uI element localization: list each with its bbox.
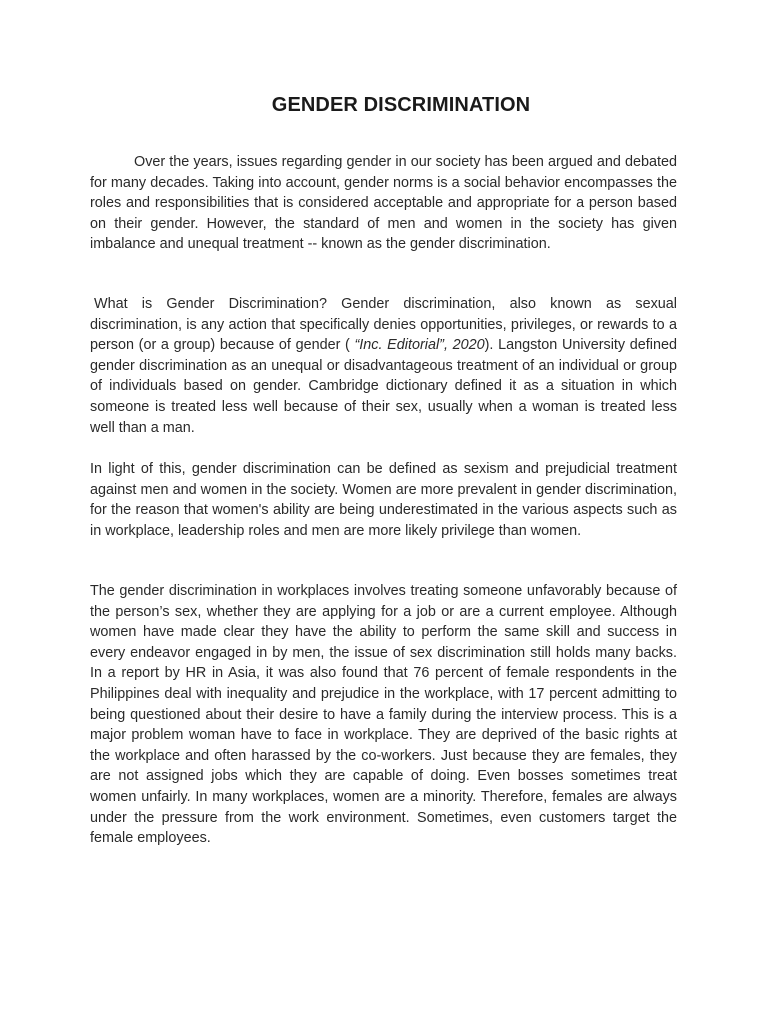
- document-title: GENDER DISCRIMINATION: [271, 94, 531, 116]
- paragraph-sexism: In light of this, gender discrimination can be defined as sexism and prejudicial treatment against men and women in the society. Women are more prevalent in gender discrimination, for the reason that women's ability are being underestimated in the various aspects such as in workplace, leadership roles and men are more likely privilege than women.: [90, 461, 677, 539]
- citation: “Inc. Editorial”, 2020: [354, 337, 485, 354]
- paragraph-definition-text-start: What is Gender Discrimination? Gender discrimination, also known as sexual discrimination, is any action that specifically denies opportunities, privileges, or rewards to a person (or a group) because of gender (: [90, 296, 677, 354]
- paragraph-definition: [90, 294, 677, 438]
- paragraph-workplace: The gender discrimination in workplaces involves treating someone unfavorably because of the person’s sex, whether they are applying for a job or are a current employee. Although women have made clear they have the ability to perform the same skill and success in every endeavor engaged in by men, the issue of sex discrimination still holds many backs. In a report by HR in Asia, it was also found that 76 percent of female respondents in the Philippines deal with inequality and prejudice in the workplace, with 17 percent admitting to being questioned about their desire to have a family during the interview process. This is a major problem woman have to face in workplace. They are deprived of the basic rights at the workplace and often harassed by the co-workers. Just because they are females, they are not assigned jobs which they are capable of doing. Even bosses sometimes treat women unfairly. In many workplaces, women are a minority. Therefore, females are always under the pressure from the work environment. Sometimes, even customers target the female employees.: [90, 583, 677, 847]
- paragraph-intro: Over the years, issues regarding gender in our society has been argued and debated for many decades. Taking into account, gender norms is a social behavior encompasses the roles and responsibilities that is considered acceptable and appropriate for a person based on their gender. However, the standard of men and women in the society has given imbalance and unequal treatment -- known as the gender discrimination.: [90, 154, 677, 253]
- paragraph-definition-text-end: ). Langston University defined gender discrimination as an unequal or disadvantageous treatment of an individual or group of individuals based on gender. Cambridge dictionary defined it as a situation in which someone is treated less well because of their sex, usually when a woman is treated less well than a man.: [90, 337, 677, 436]
